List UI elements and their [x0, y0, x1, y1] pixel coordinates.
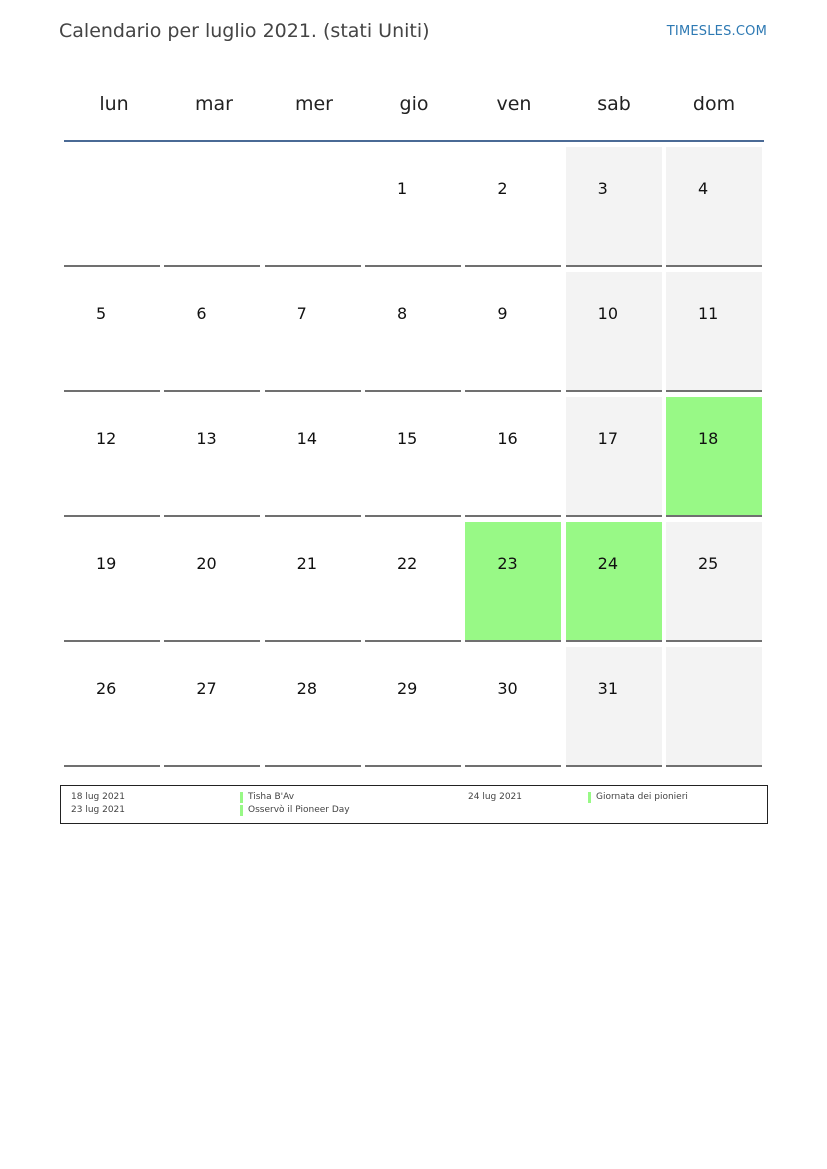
day-number: 23	[497, 554, 518, 573]
day-number: 31	[597, 679, 618, 698]
day-cell-empty	[164, 147, 260, 267]
day-number: 3	[597, 179, 608, 198]
day-number: 5	[96, 304, 107, 323]
legend-date: 18 lug 2021	[71, 792, 125, 802]
day-cell[interactable]	[666, 147, 762, 267]
legend-holiday-name: Giornata dei pionieri	[596, 792, 688, 802]
day-cell[interactable]	[566, 272, 662, 392]
day-cell[interactable]	[566, 647, 662, 767]
day-number: 19	[96, 554, 117, 573]
day-number: 2	[497, 179, 508, 198]
day-cell[interactable]	[465, 147, 561, 267]
weekday-fri: ven	[496, 93, 532, 115]
day-cell[interactable]	[64, 397, 160, 517]
legend-color-marker	[588, 792, 591, 803]
weekday-tue: mar	[195, 93, 233, 115]
day-number: 11	[697, 304, 719, 323]
day-number: 25	[697, 554, 719, 573]
legend-date: 24 lug 2021	[468, 792, 522, 802]
day-cell[interactable]	[164, 522, 260, 642]
week-row	[64, 397, 764, 522]
day-number: 6	[196, 304, 207, 323]
day-number: 1	[396, 179, 408, 198]
calendar-grid	[64, 142, 764, 772]
day-cell[interactable]	[164, 272, 260, 392]
day-cell-holiday[interactable]	[566, 522, 662, 642]
day-cell[interactable]	[265, 647, 361, 767]
day-cell-empty	[265, 147, 361, 267]
day-cell[interactable]	[365, 522, 461, 642]
day-number: 16	[497, 429, 518, 448]
day-number: 29	[396, 679, 418, 698]
day-cell[interactable]	[365, 647, 461, 767]
day-number: 7	[296, 304, 307, 323]
day-cell[interactable]	[365, 272, 461, 392]
day-cell[interactable]	[164, 647, 260, 767]
weekday-thu: gio	[399, 93, 429, 115]
calendar	[64, 70, 764, 772]
day-number: 13	[196, 429, 217, 448]
day-number: 27	[196, 679, 217, 698]
legend-holiday-name: Osservò il Pioneer Day	[248, 805, 350, 815]
week-row	[64, 147, 764, 272]
day-number: 28	[296, 679, 318, 698]
day-number: 30	[497, 679, 518, 698]
weekday-header-row	[64, 70, 764, 142]
day-number: 14	[296, 429, 318, 448]
week-row	[64, 647, 764, 772]
day-number: 8	[396, 304, 408, 323]
day-cell[interactable]	[64, 522, 160, 642]
day-number: 26	[96, 679, 117, 698]
weekday-mon: lun	[99, 93, 129, 115]
holiday-legend	[60, 785, 768, 824]
week-row	[64, 522, 764, 647]
day-cell-empty	[666, 647, 762, 767]
day-cell[interactable]	[566, 147, 662, 267]
brand-link[interactable]: TIMESLES.COM	[666, 24, 767, 39]
day-cell[interactable]	[465, 647, 561, 767]
legend-date: 23 lug 2021	[71, 805, 125, 815]
day-number: 22	[396, 554, 418, 573]
day-cell[interactable]	[64, 272, 160, 392]
day-cell[interactable]	[265, 522, 361, 642]
day-number: 4	[697, 179, 709, 198]
day-number: 12	[96, 429, 117, 448]
day-cell-empty	[64, 147, 160, 267]
day-cell[interactable]	[64, 647, 160, 767]
week-row	[64, 272, 764, 397]
legend-holiday-name: Tisha B'Av	[248, 792, 295, 802]
day-cell[interactable]	[265, 397, 361, 517]
day-cell-holiday[interactable]	[465, 522, 561, 642]
day-cell[interactable]	[666, 272, 762, 392]
day-number: 10	[597, 304, 618, 323]
day-number: 17	[597, 429, 618, 448]
day-cell[interactable]	[666, 522, 762, 642]
day-number: 15	[396, 429, 418, 448]
weekday-wed: mer	[294, 93, 333, 115]
day-number: 24	[597, 554, 618, 573]
day-cell[interactable]	[465, 397, 561, 517]
day-number: 21	[296, 554, 318, 573]
weekday-sat: sab	[597, 93, 631, 115]
legend-color-marker	[240, 792, 243, 803]
day-cell-holiday[interactable]	[666, 397, 762, 517]
day-number: 20	[196, 554, 217, 573]
day-cell[interactable]	[164, 397, 260, 517]
day-number: 9	[497, 304, 508, 323]
day-cell[interactable]	[265, 272, 361, 392]
page-title: Calendario per luglio 2021. (stati Uniti)	[59, 20, 430, 42]
legend-color-marker	[240, 805, 243, 816]
weekday-sun: dom	[692, 93, 736, 115]
day-cell[interactable]	[465, 272, 561, 392]
day-cell[interactable]	[566, 397, 662, 517]
day-cell[interactable]	[365, 147, 461, 267]
day-cell[interactable]	[365, 397, 461, 517]
day-number: 18	[697, 429, 719, 448]
